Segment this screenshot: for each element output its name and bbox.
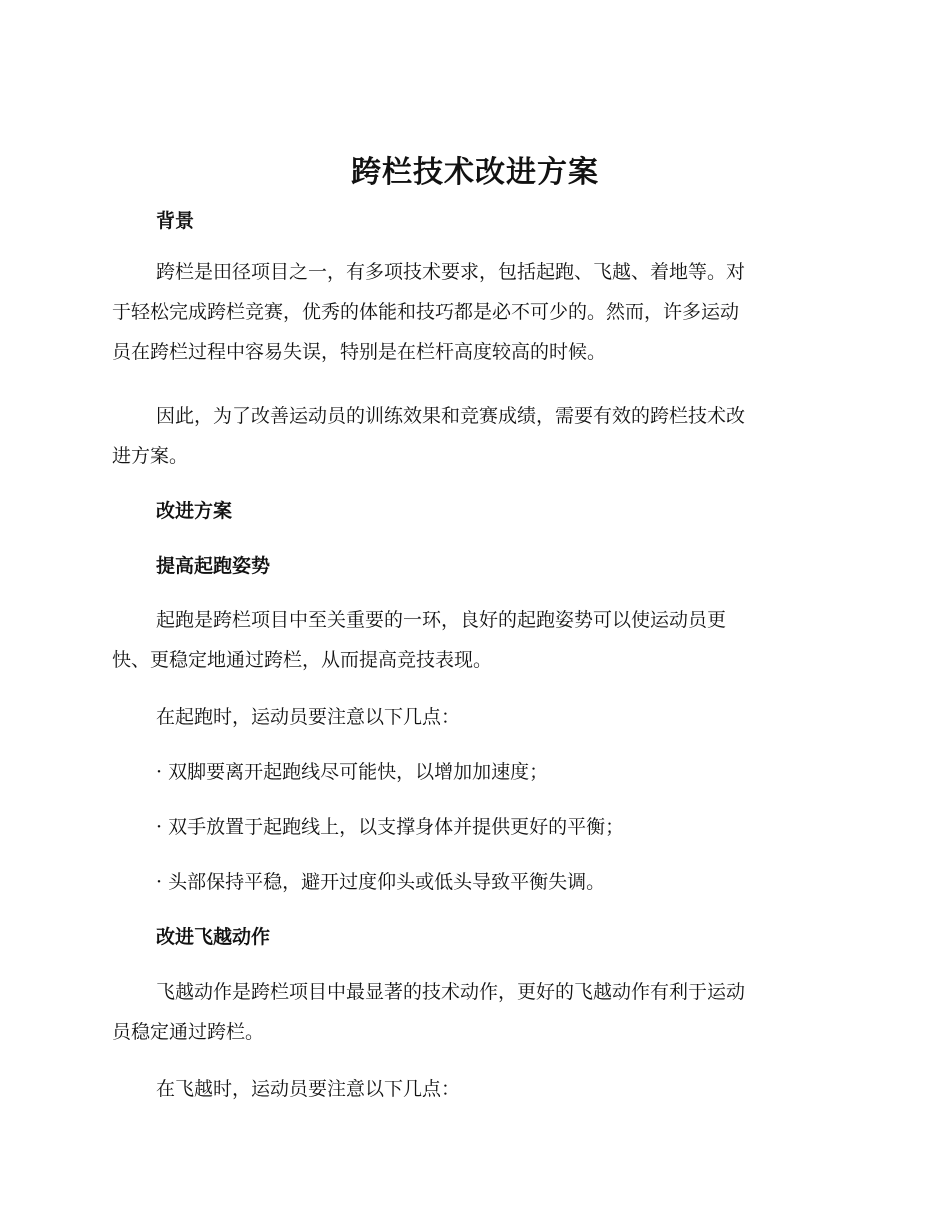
paragraph-line: 起跑是跨栏项目中至关重要的一环，良好的起跑姿势可以使运动员更 — [156, 609, 727, 631]
paragraph-line: 员稳定通过跨栏。 — [112, 1021, 265, 1043]
start-intro: 在起跑时，运动员要注意以下几点： — [156, 706, 461, 728]
paragraph-background — [112, 252, 832, 372]
paragraph-flight — [112, 972, 832, 1052]
heading-start-posture: 提高起跑姿势 — [156, 555, 271, 577]
heading-background: 背景 — [156, 210, 195, 232]
paragraph-start — [112, 600, 832, 680]
paragraph-line: 进方案。 — [112, 445, 189, 467]
list-item: · 头部保持平稳，避开过度仰头或低头导致平衡失调。 — [156, 871, 606, 893]
paragraph-line: 飞越动作是跨栏项目中最显著的技术动作，更好的飞越动作有利于运动 — [156, 981, 746, 1003]
paragraph-line: 于轻松完成跨栏竞赛，优秀的体能和技巧都是必不可少的。然而，许多运动 — [112, 301, 740, 323]
list-item: · 双脚要离开起跑线尽可能快，以增加加速度； — [156, 761, 549, 783]
paragraph-line: 快、更稳定地通过跨栏，从而提高竞技表现。 — [112, 649, 493, 671]
heading-plan: 改进方案 — [156, 500, 233, 522]
document-title: 跨栏技术改进方案 — [351, 155, 599, 190]
paragraph-therefore — [112, 396, 832, 476]
paragraph-line: 员在跨栏过程中容易失误，特别是在栏杆高度较高的时候。 — [112, 341, 607, 363]
heading-flight: 改进飞越动作 — [156, 926, 271, 948]
paragraph-line: 因此，为了改善运动员的训练效果和竞赛成绩，需要有效的跨栏技术改 — [156, 405, 746, 427]
list-item: · 双手放置于起跑线上，以支撑身体并提供更好的平衡； — [156, 816, 625, 838]
flight-intro: 在飞越时，运动员要注意以下几点： — [156, 1078, 461, 1100]
paragraph-line: 跨栏是田径项目之一，有多项技术要求，包括起跑、飞越、着地等。对 — [156, 261, 746, 283]
